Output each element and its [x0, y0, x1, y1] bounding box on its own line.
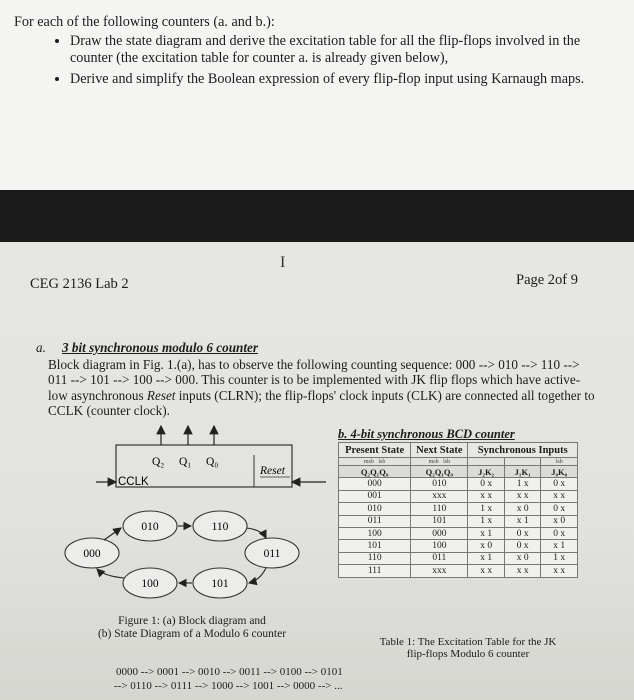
table-cell: 0 x — [504, 527, 541, 539]
bcd-sequence — [116, 665, 343, 693]
header-present-state: Present State — [339, 443, 411, 458]
table-cell: x 0 — [541, 515, 578, 527]
table-cell: 111 — [339, 565, 411, 577]
block-diagram — [96, 426, 326, 488]
bit-label-lsb: lsb — [541, 458, 578, 466]
transition-011-101 — [249, 568, 266, 583]
lsb-label: lsb — [378, 458, 386, 465]
msb-label: msb — [363, 458, 374, 465]
table-cell: 110 — [411, 503, 468, 515]
table-cell: x x — [541, 490, 578, 502]
table-cell: 100 — [339, 527, 411, 539]
table-cell: 0 x — [468, 478, 505, 490]
subheader-j2k2: J₂K₂ — [468, 466, 505, 478]
table-cell: x 0 — [504, 503, 541, 515]
table-bit-label-row — [339, 458, 578, 466]
table-cell: 011 — [339, 515, 411, 527]
part-a-text-1: Block diagram in Fig. 1.(a), has to observe the following counting sequence: 000 --> 010 --> 110 --> 011 --> 101 --> 100 --> 000. This counter is to be implemented with JK flip flops which have active-low asynchronous — [48, 356, 581, 403]
lsb-label: lsb — [443, 458, 451, 465]
bit-label-present — [339, 458, 411, 466]
table-cell: x 1 — [468, 527, 505, 539]
figure-caption-line: (b) State Diagram of a Modulo 6 counter — [97, 628, 287, 640]
header-next-state: Next State — [411, 443, 468, 458]
table-cell: 101 — [339, 540, 411, 552]
text-cursor-icon: I — [280, 254, 286, 271]
table-row — [339, 527, 578, 539]
bit-label-empty — [468, 458, 505, 466]
table-cell: x x — [504, 565, 541, 577]
state-101-label: 101 — [211, 578, 229, 590]
table-cell: x 1 — [468, 552, 505, 564]
state-000-label: 000 — [83, 548, 101, 560]
subheader-present: Q₂Q₁Q₀ — [339, 466, 411, 478]
table-cell: x 0 — [468, 540, 505, 552]
table-cell: 110 — [339, 552, 411, 564]
table-cell: 0 x — [541, 503, 578, 515]
excitation-table — [338, 442, 578, 578]
table-row — [339, 565, 578, 577]
table-cell: 0 x — [541, 478, 578, 490]
table-cell: 1 x — [468, 515, 505, 527]
figure-caption-line: Figure 1: (a) Block diagram and — [118, 615, 266, 627]
table-caption-line: Table 1: The Excitation Table for the JK — [379, 636, 557, 648]
table-row — [339, 503, 578, 515]
subheader-j0k0: J₀K₀ — [541, 466, 578, 478]
transition-000-010 — [104, 528, 121, 540]
reset-label: Reset — [260, 465, 285, 477]
subheader-next: Q₂Q₁Q₀ — [411, 466, 468, 478]
table-cell: 1 x — [504, 478, 541, 490]
table-cell: x x — [468, 565, 505, 577]
part-a-title: 3 bit synchronous modulo 6 counter — [62, 340, 259, 355]
table-row — [339, 515, 578, 527]
table-cell: 000 — [339, 478, 411, 490]
figure-caption — [62, 615, 322, 641]
state-diagram — [65, 511, 299, 598]
table-header-row — [339, 443, 578, 458]
table-cell: x 1 — [504, 515, 541, 527]
table-body — [339, 478, 578, 577]
output-q1-label: Q₁ — [179, 456, 192, 468]
instruction-bullet: • Derive and simplify the Boolean expression of every flip-flop input using Karnaugh maps. — [70, 71, 624, 88]
table-cell: 100 — [411, 540, 468, 552]
table-cell: x 1 — [541, 540, 578, 552]
instruction-bullet: • Draw the state diagram and derive the excitation table for all the flip-flops involved in the counter (the excitation table for counter a. is already given below), — [70, 33, 624, 67]
clock-label: CCLK — [118, 476, 149, 488]
bit-label-next — [411, 458, 468, 466]
bcd-sequence-line: 0000 --> 0001 --> 0010 --> 0011 --> 0100 --> 0101 — [116, 666, 343, 678]
table-cell: 0 x — [541, 527, 578, 539]
table-cell: x x — [504, 490, 541, 502]
table-cell: 1 x — [541, 552, 578, 564]
table-caption-line: flip-flops Modulo 6 counter — [406, 648, 530, 660]
table-cell: xxx — [411, 490, 468, 502]
transition-100-000 — [97, 569, 124, 578]
table-cell: 000 — [411, 527, 468, 539]
subheader-j1k1: J₁K₁ — [504, 466, 541, 478]
table-cell: 101 — [411, 515, 468, 527]
table-cell: 010 — [411, 478, 468, 490]
table-row — [339, 540, 578, 552]
table-caption — [338, 636, 598, 660]
state-011-label: 011 — [263, 548, 281, 560]
state-010-label: 010 — [141, 521, 159, 533]
part-a-text-2: inputs (CLRN); the flip-flops' clock inputs (CLK) are connected all together to CCLK (counter clock). — [48, 387, 595, 418]
part-a-label: a. — [36, 340, 46, 355]
reset-term: Reset — [146, 387, 176, 403]
msb-label: msb — [428, 458, 439, 465]
table-cell: 010 — [339, 503, 411, 515]
state-100-label: 100 — [141, 578, 159, 590]
page-number: Page 2of 9 — [516, 272, 579, 288]
table-cell: x 0 — [504, 552, 541, 564]
output-q2-label: Q₂ — [152, 456, 165, 468]
table-cell: 1 x — [468, 503, 505, 515]
table-cell: x x — [541, 565, 578, 577]
table-cell: x x — [468, 490, 505, 502]
output-q0-label: Q₀ — [206, 456, 219, 468]
course-header: CEG 2136 Lab 2 — [30, 276, 129, 292]
table-row — [339, 552, 578, 564]
table-row — [339, 490, 578, 502]
table-cell: 0 x — [504, 540, 541, 552]
table-row — [339, 478, 578, 490]
part-b-title: b. 4-bit synchronous BCD counter — [338, 427, 515, 441]
table-cell: xxx — [411, 565, 468, 577]
state-110-label: 110 — [211, 521, 229, 533]
instructions-prompt: For each of the following counters (a. and b.): — [14, 14, 275, 30]
header-synchronous-inputs: Synchronous Inputs — [468, 443, 578, 458]
transition-110-011 — [247, 528, 266, 538]
bcd-sequence-line: --> 0110 --> 0111 --> 1000 --> 1001 --> 0000 --> ... — [114, 680, 343, 692]
table-cell: 011 — [411, 552, 468, 564]
table-cell: 001 — [339, 490, 411, 502]
bit-label-empty — [504, 458, 541, 466]
table-subheader-row — [339, 466, 578, 478]
